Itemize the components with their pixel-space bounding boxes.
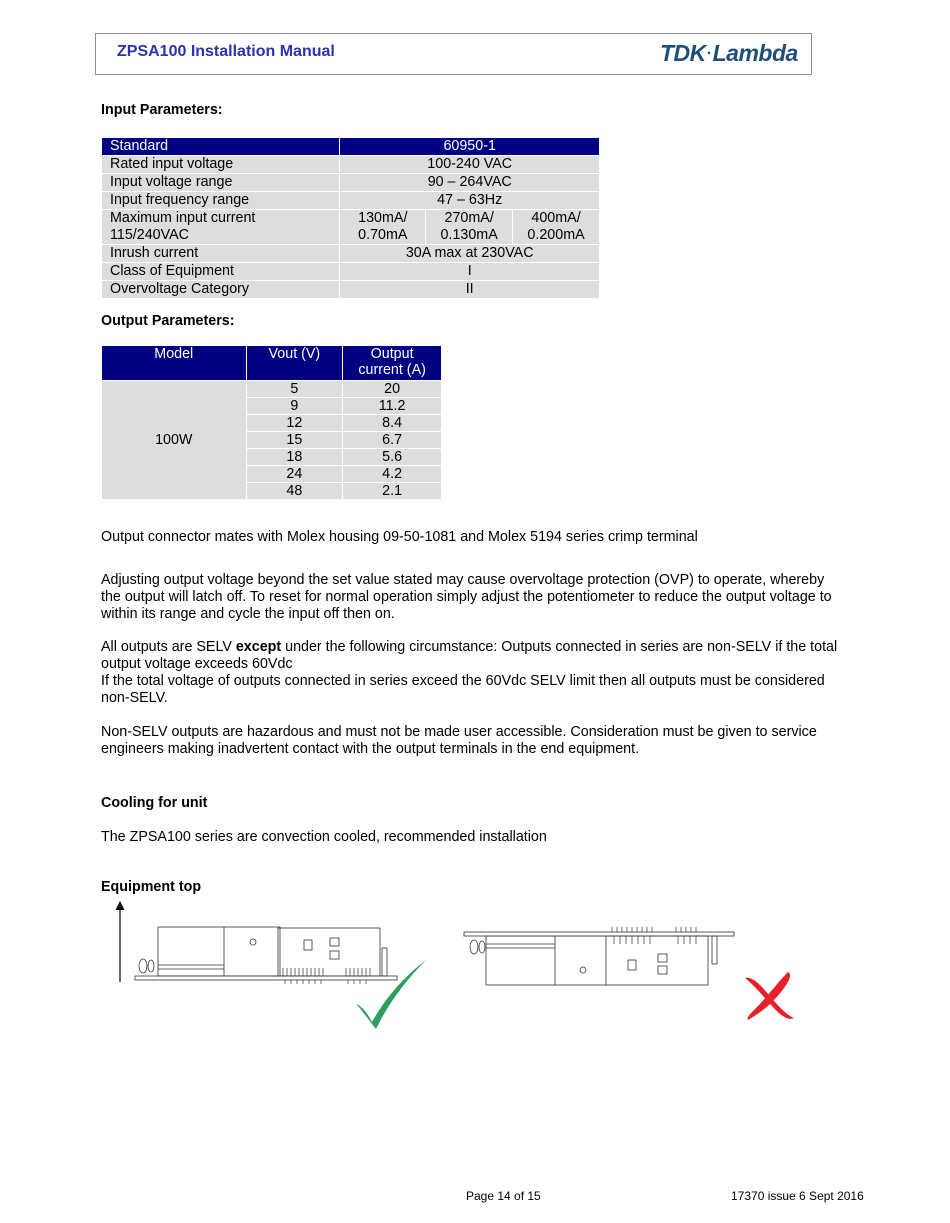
equipment-top-label: Equipment top bbox=[101, 879, 202, 895]
current-cell: 5.6 bbox=[343, 449, 442, 466]
current-cell: 20 bbox=[343, 381, 442, 398]
equipment-class-label: Class of Equipment bbox=[102, 263, 340, 281]
max-current-label-line1: Maximum input current bbox=[110, 210, 256, 226]
max-current-label-line2: 115/240VAC bbox=[110, 227, 189, 243]
input-params-heading: Input Parameters: bbox=[101, 102, 223, 118]
table-row bbox=[102, 156, 600, 174]
selv-line: non-SELV. bbox=[101, 690, 168, 706]
non-selv-paragraph bbox=[101, 724, 866, 758]
voltage-range-value: 90 – 264VAC bbox=[340, 174, 600, 192]
vout-cell: 5 bbox=[246, 381, 343, 398]
vout-cell: 18 bbox=[246, 449, 343, 466]
ovp-line: Adjusting output voltage beyond the set value stated may cause overvoltage protection (OVP) to operate, whereby bbox=[101, 572, 825, 588]
vout-cell: 9 bbox=[246, 398, 343, 415]
connector-paragraph: Output connector mates with Molex housing 09-50-1081 and Molex 5194 series crimp terminal bbox=[101, 529, 698, 545]
vout-cell: 15 bbox=[246, 432, 343, 449]
cross-mark-icon bbox=[745, 972, 794, 1020]
table-row bbox=[102, 263, 600, 281]
max-current-value-line2: 0.200mA bbox=[527, 227, 585, 243]
current-cell: 2.1 bbox=[343, 483, 442, 500]
rated-voltage-label: Rated input voltage bbox=[102, 156, 340, 174]
vout-header: Vout (V) bbox=[246, 346, 343, 381]
table-row bbox=[102, 192, 600, 210]
table-row bbox=[102, 210, 600, 245]
ovp-line: the output will latch off. To reset for normal operation simply adjust the potentiometer to reduce the output voltage to bbox=[101, 589, 832, 605]
model-header: Model bbox=[102, 346, 247, 381]
selv-paragraph bbox=[101, 639, 866, 707]
non-selv-line: Non-SELV outputs are hazardous and must not be made user accessible. Consideration must be given to service bbox=[101, 724, 817, 740]
max-current-value-line1: 400mA/ bbox=[531, 210, 581, 226]
max-current-value bbox=[340, 210, 426, 245]
overvoltage-category-value: II bbox=[340, 281, 600, 299]
unit-wrong-orientation bbox=[464, 927, 734, 985]
selv-line bbox=[101, 639, 866, 656]
cooling-heading: Cooling for unit bbox=[101, 795, 208, 811]
selv-except: except bbox=[235, 639, 282, 655]
vout-cell: 12 bbox=[246, 415, 343, 432]
table-row bbox=[102, 138, 600, 156]
frequency-range-label: Input frequency range bbox=[102, 192, 340, 210]
current-header bbox=[343, 346, 442, 381]
logo-lambda: Lambda bbox=[712, 40, 798, 66]
voltage-range-label: Input voltage range bbox=[102, 174, 340, 192]
frequency-range-value: 47 – 63Hz bbox=[340, 192, 600, 210]
max-current-value-line2: 0.70mA bbox=[358, 227, 408, 243]
up-arrow-icon bbox=[116, 901, 125, 982]
inrush-label: Inrush current bbox=[102, 245, 340, 263]
non-selv-line: engineers making inadvertent contact with the output terminals in the end equipment. bbox=[101, 741, 640, 757]
output-params-table bbox=[101, 345, 442, 500]
current-cell: 6.7 bbox=[343, 432, 442, 449]
max-current-value bbox=[513, 210, 600, 245]
ovp-line: within its range and cycle the input off then on. bbox=[101, 606, 395, 622]
tdk-lambda-logo bbox=[660, 40, 798, 67]
input-params-table bbox=[101, 137, 600, 299]
rated-voltage-value: 100-240 VAC bbox=[340, 156, 600, 174]
vout-cell: 24 bbox=[246, 466, 343, 483]
current-cell: 11.2 bbox=[343, 398, 442, 415]
selv-line: If the total voltage of outputs connected in series exceed the 60Vdc SELV limit then all outputs must be considered bbox=[101, 673, 825, 689]
table-row bbox=[102, 245, 600, 263]
equipment-class-value: I bbox=[340, 263, 600, 281]
max-current-value-line1: 130mA/ bbox=[358, 210, 408, 226]
max-current-value bbox=[426, 210, 513, 245]
standard-label: Standard bbox=[102, 138, 340, 156]
current-cell: 8.4 bbox=[343, 415, 442, 432]
selv-text: All outputs are SELV bbox=[101, 639, 236, 655]
issue-info: 17370 issue 6 Sept 2016 bbox=[731, 1189, 864, 1203]
vout-cell: 48 bbox=[246, 483, 343, 500]
current-cell: 4.2 bbox=[343, 466, 442, 483]
check-mark-icon bbox=[356, 960, 426, 1029]
overvoltage-category-label: Overvoltage Category bbox=[102, 281, 340, 299]
cooling-text: The ZPSA100 series are convection cooled, recommended installation bbox=[101, 829, 547, 845]
selv-line: output voltage exceeds 60Vdc bbox=[101, 656, 293, 672]
max-current-label bbox=[102, 210, 340, 245]
table-row bbox=[102, 281, 600, 299]
table-row bbox=[102, 381, 442, 398]
standard-value: 60950-1 bbox=[340, 138, 600, 156]
page-number: Page 14 of 15 bbox=[466, 1189, 541, 1203]
document-title: ZPSA100 Installation Manual bbox=[117, 43, 335, 60]
ovp-paragraph bbox=[101, 572, 866, 623]
model-cell: 100W bbox=[102, 381, 247, 500]
unit-correct-orientation bbox=[135, 927, 397, 984]
current-header-line2: current (A) bbox=[358, 362, 426, 378]
max-current-value-line2: 0.130mA bbox=[440, 227, 498, 243]
current-header-line1: Output bbox=[370, 346, 414, 362]
table-row bbox=[102, 174, 600, 192]
selv-text: under the following circumstance: Outputs connected in series are non-SELV if the total bbox=[281, 639, 838, 655]
output-params-heading: Output Parameters: bbox=[101, 313, 235, 329]
mounting-orientation-figure bbox=[100, 898, 820, 1038]
logo-dot: · bbox=[706, 45, 712, 62]
logo-tdk: TDK bbox=[660, 40, 706, 66]
inrush-value: 30A max at 230VAC bbox=[340, 245, 600, 263]
max-current-value-line1: 270mA/ bbox=[444, 210, 494, 226]
table-header-row bbox=[102, 346, 442, 381]
